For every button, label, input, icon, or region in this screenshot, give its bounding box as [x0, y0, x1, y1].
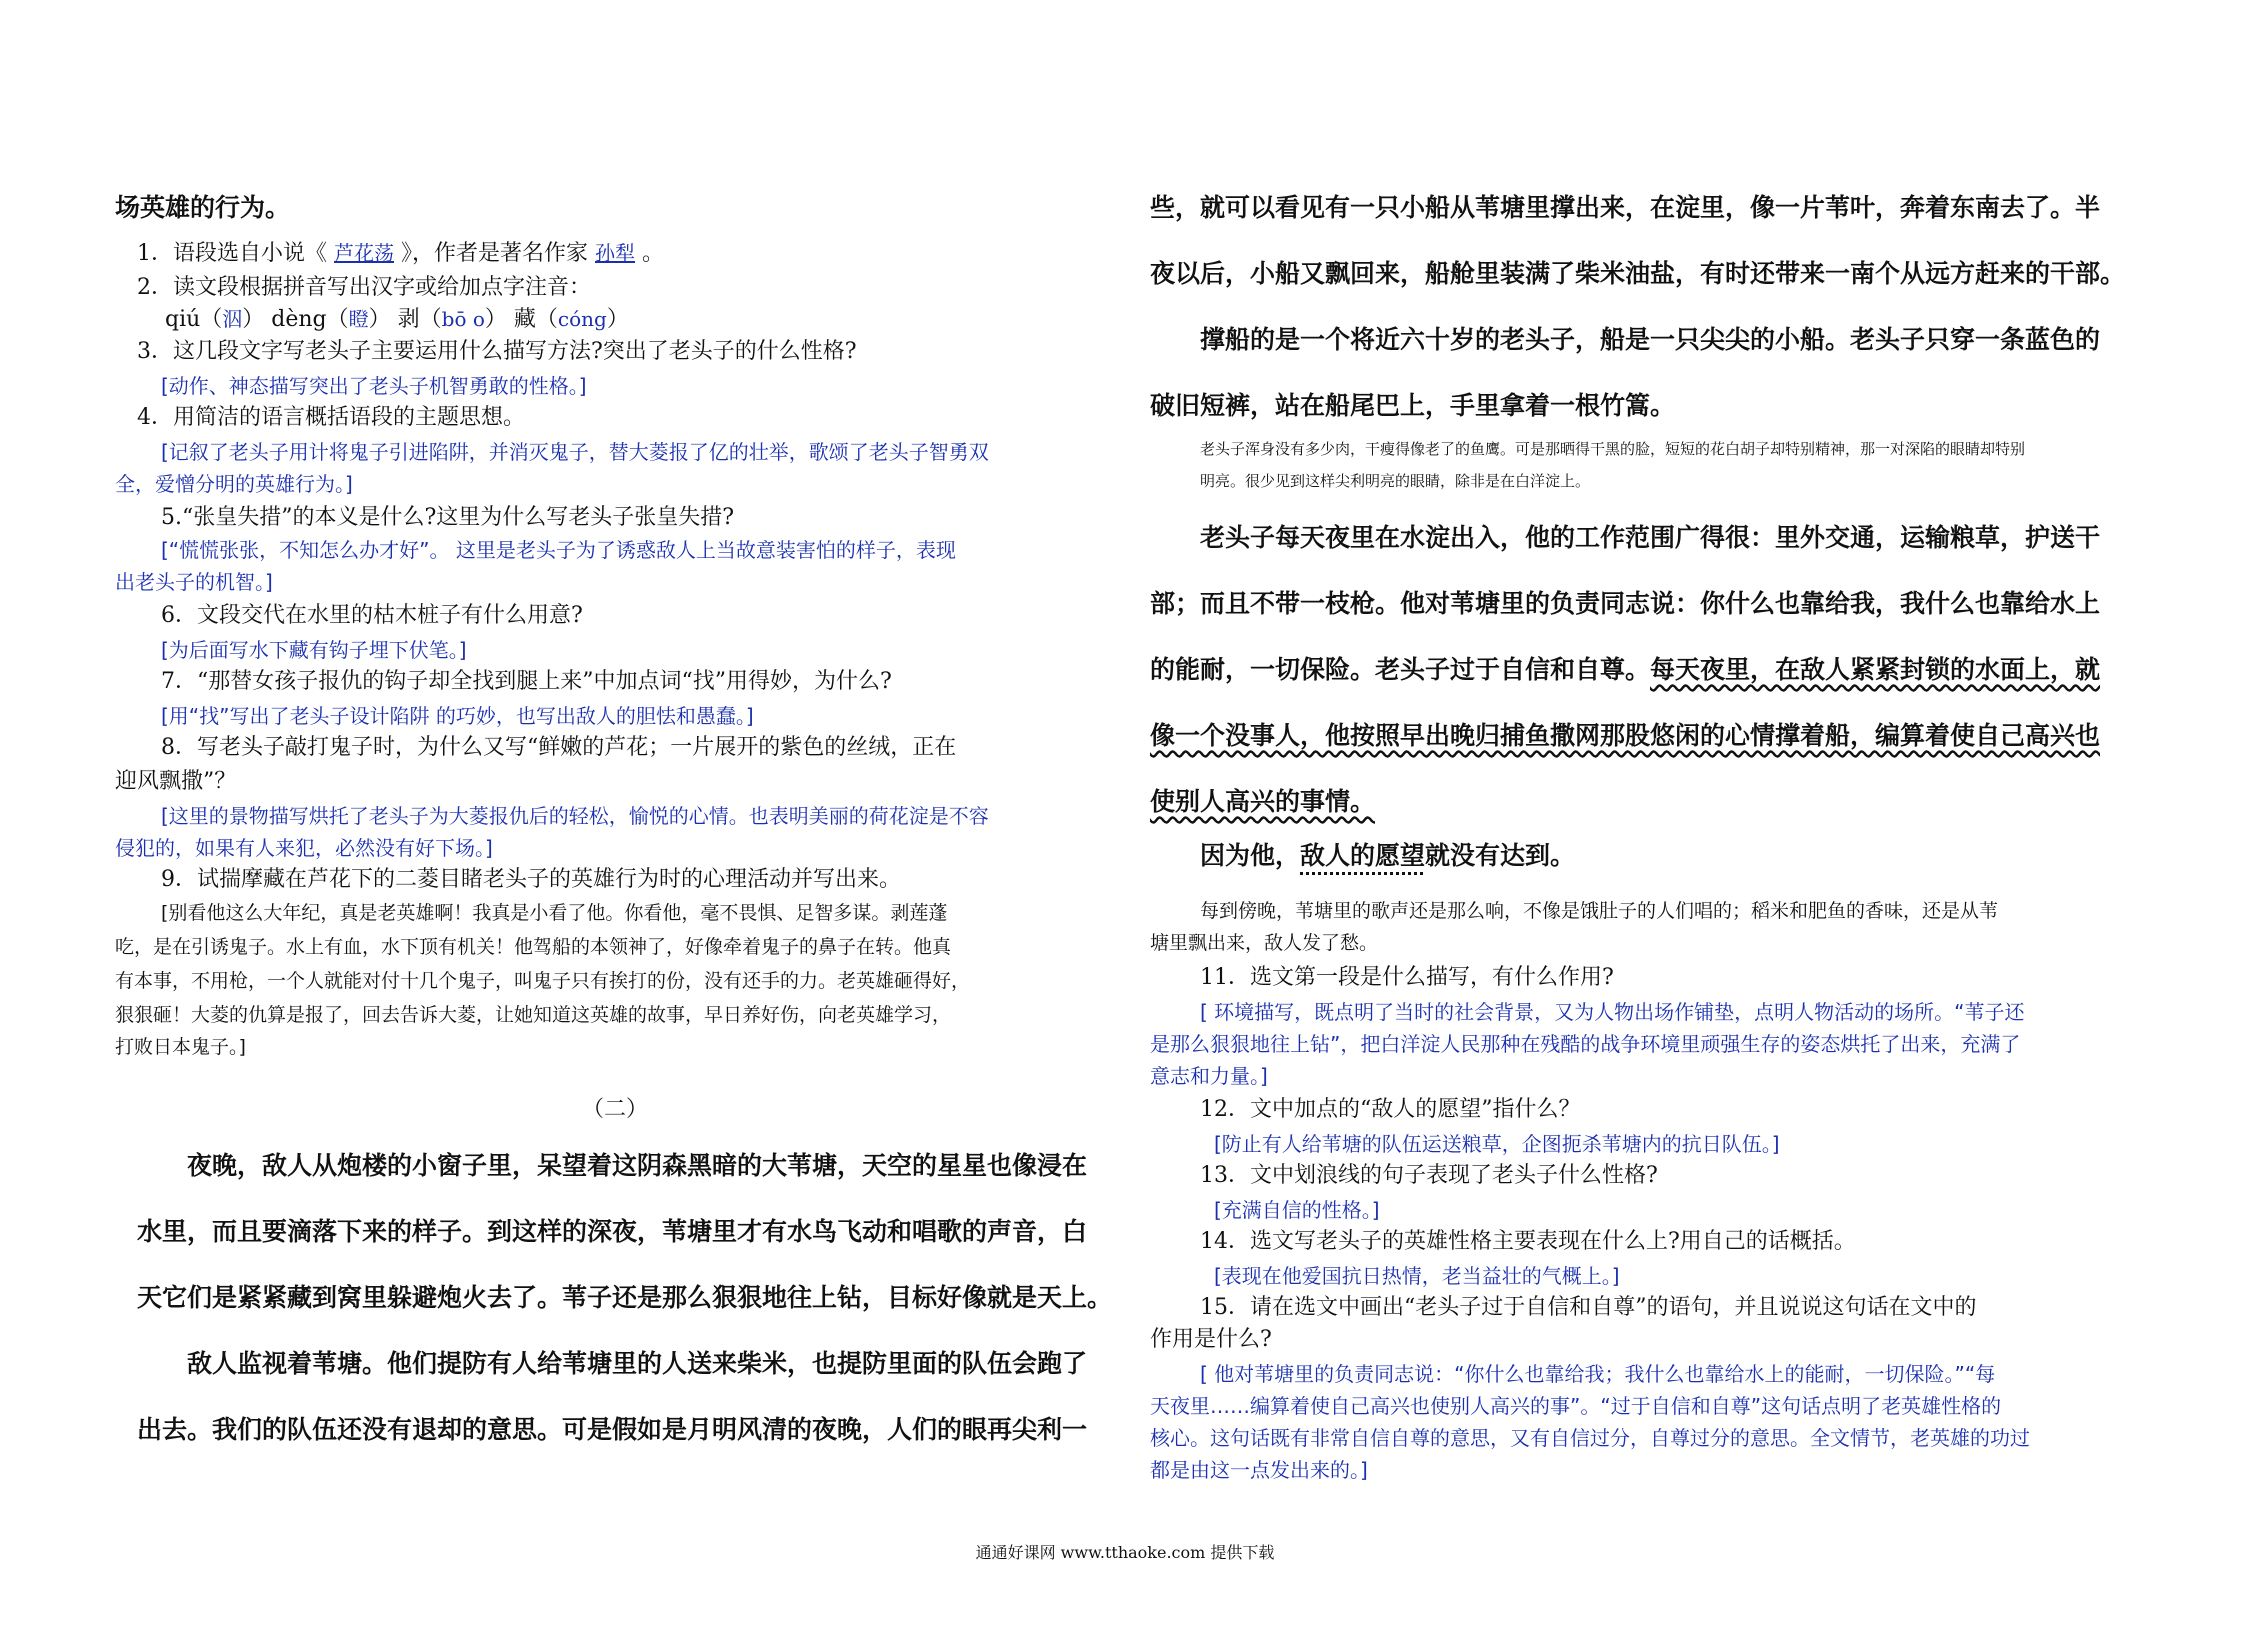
wavy-underlined-text: 使别人高兴的事情。: [1150, 787, 1376, 816]
answer-9-cont: 狠狠砸！大菱的仇算是报了，回去告诉大菱，让她知道这英雄的故事，早日养好伤，向老英雄学习，: [115, 1004, 952, 1026]
question-1: [137, 236, 664, 267]
pinyin-4: ） 藏（: [484, 307, 558, 332]
question-6: 6．文段交代在水里的枯木桩子有什么用意?: [161, 603, 583, 628]
small-passage: 老头子浑身没有多少肉，干瘦得像老了的鱼鹰。可是那晒得干黑的脸，短短的花白胡子却特别精神，那一对深陷的眼睛却特别: [1200, 440, 2026, 458]
wavy-underlined-text: 像一个没事人，他按照早出晚归捕鱼撒网那股悠闲的心情撑着船，编算着使自己高兴也: [1150, 721, 2101, 750]
small-passage: 塘里飘出来，敌人发了愁。: [1150, 932, 1379, 954]
answer-pinyin-3: bō o: [441, 307, 485, 331]
passage-line: 撑船的是一个将近六十岁的老头子，船是一只尖尖的小船。老头子只穿一条蓝色的: [1200, 325, 2101, 354]
answer-8-cont: 侵犯的，如果有人来犯，必然没有好下场。]: [115, 836, 493, 860]
passage-text: 的能耐，一切保险。老头子过于自信和自尊。: [1150, 655, 1651, 684]
question-7: 7．“那替女孩子报仇的钩子却全找到腿上来”中加点词“找”用得妙，为什么?: [161, 669, 892, 694]
answer-13: [充满自信的性格。]: [1214, 1198, 1380, 1222]
answer-4-cont: 全，爱憎分明的英雄行为。]: [115, 472, 353, 496]
pinyin-line: [165, 302, 629, 333]
answer-11-cont: 意志和力量。]: [1150, 1064, 1268, 1088]
question-3: 3．这几段文字写老头子主要运用什么描写方法?突出了老头子的什么性格?: [137, 339, 857, 364]
answer-4: [记叙了老头子用计将鬼子引进陷阱，并消灭鬼子，替大菱报了亿的壮举，歌颂了老头子智勇双: [161, 440, 989, 464]
answer-9-cont: 打败日本鬼子。]: [115, 1036, 246, 1058]
small-passage: 明亮。很少见到这样尖利明亮的眼睛，除非是在白洋淀上。: [1200, 472, 1591, 490]
passage-line: 破旧短裤，站在船尾巴上，手里拿着一根竹篙。: [1150, 391, 1676, 420]
answer-book: 芦花荡: [334, 241, 394, 265]
wavy-underlined-text: 每天夜里，在敌人紧紧封锁的水面上，就: [1650, 655, 2101, 684]
q1-prefix: 1．语段选自小说《: [137, 241, 334, 266]
answer-11: [ 环境描写，既点明了当时的社会背景，又为人物出场作铺垫，点明人物活动的场所。“苇子还: [1200, 1000, 2025, 1024]
answer-hanzi-2: 瞪: [348, 307, 369, 331]
passage-line: 老头子每天夜里在水淀出入，他的工作范围广得很：里外交通，运输粮草，护送干: [1200, 523, 2101, 552]
passage-line: [1150, 650, 2100, 686]
passage-line: 夜以后，小船又飘回来，船舱里装满了柴米油盐，有时还带来一南个从远方赶来的干部。: [1150, 259, 2126, 288]
passage-line: 部；而且不带一枝枪。他对苇塘里的负责同志说：你什么也靠给我，我什么也靠给水上: [1150, 589, 2101, 618]
passage-line: 天它们是紧紧藏到窝里躲避炮火去了。苇子还是那么狠狠地往上钻，目标好像就是天上。: [137, 1283, 1113, 1312]
passage-line: 夜晚，敌人从炮楼的小窗子里，呆望着这阴森黑暗的大苇塘，天空的星星也像浸在: [187, 1151, 1088, 1180]
question-15-cont: 作用是什么?: [1150, 1327, 1272, 1352]
answer-3: [动作、神态描写突出了老头子机智勇敢的性格。]: [161, 374, 587, 398]
passage-text: 就没有达到。: [1425, 841, 1576, 870]
answer-11-cont: 是那么狠狠地往上钻”，把白洋淀人民那种在残酷的战争环境里顽强生存的姿态烘托了出来，充满了: [1150, 1032, 2021, 1056]
passage-line: 水里，而且要滴落下来的样子。到这样的深夜，苇塘里才有水鸟飞动和唱歌的声音，白: [137, 1217, 1088, 1246]
question-2: 2．读文段根据拼音写出汉字或给加点字注音：: [137, 275, 591, 300]
answer-6: [为后面写水下藏有钩子埋下伏笔。]: [161, 638, 467, 662]
section-heading: （二）: [581, 1097, 648, 1122]
question-14: 14．选文写老头子的英雄性格主要表现在什么上?用自己的话概括。: [1200, 1229, 1856, 1254]
pinyin-3: ） 剥（: [368, 307, 442, 332]
question-9: 9．试揣摩藏在芦花下的二菱目睹老头子的英雄行为时的心理活动并写出来。: [161, 867, 901, 892]
dotted-emphasis-text: 敌人的愿望: [1300, 841, 1426, 870]
passage-line: 些，就可以看见有一只小船从苇塘里撑出来，在淀里，像一片苇叶，奔着东南去了。半: [1150, 193, 2101, 222]
answer-14: [表现在他爱国抗日热情，老当益壮的气概上。]: [1214, 1264, 1620, 1288]
answer-9-cont: 吃，是在引诱鬼子。水上有血，水下顶有机关！他驾船的本领神了，好像牵着鬼子的鼻子在转。他真: [115, 936, 952, 958]
answer-15-cont: 都是由这一点发出来的。]: [1150, 1458, 1368, 1482]
answer-5: [“慌慌张张，不知怎么办才好”。 这里是老头子为了诱惑敌人上当故意装害怕的样子，表现: [161, 538, 956, 562]
answer-5-cont: 出老头子的机智。]: [115, 570, 273, 594]
answer-hanzi-1: 泅: [222, 307, 243, 331]
pinyin-1: qiú（: [165, 307, 223, 332]
question-8: 8．写老头子敲打鬼子时，为什么又写“鲜嫩的芦花；一片展开的紫色的丝绒，正在: [161, 735, 957, 760]
question-12: 12．文中加点的“敌人的愿望”指什么？: [1200, 1097, 1581, 1122]
small-passage: 每到傍晚，苇塘里的歌声还是那么响，不像是饿肚子的人们唱的；稻米和肥鱼的香味，还是从苇: [1200, 900, 1999, 922]
pinyin-5: ）: [606, 307, 629, 332]
passage-line: 敌人监视着苇塘。他们提防有人给苇塘里的人送来柴米，也提防里面的队伍会跑了: [187, 1349, 1088, 1378]
pinyin-2: ） dèng（: [242, 307, 349, 332]
answer-8: [这里的景物描写烘托了老头子为大菱报仇后的轻松，愉悦的心情。也表明美丽的荷花淀是不容: [161, 804, 989, 828]
answer-9-cont: 有本事，不用枪，一个人就能对付十几个鬼子，叫鬼子只有挨打的份，没有还手的力。老英雄砸得好，: [115, 970, 971, 992]
question-4: 4．用简洁的语言概括语段的主题思想。: [137, 405, 525, 430]
answer-7: [用“找”写出了老头子设计陷阱 的巧妙，也写出敌人的胆怯和愚蠢。]: [161, 704, 754, 728]
question-13: 13．文中划浪线的句子表现了老头子什么性格?: [1200, 1163, 1658, 1188]
passage-line: 出去。我们的队伍还没有退却的意思。可是假如是月明风清的夜晚，人们的眼再尖利一: [137, 1415, 1088, 1444]
question-11: 11．选文第一段是什么描写，有什么作用?: [1200, 965, 1614, 990]
answer-15: [ 他对苇塘里的负责同志说：“你什么也靠给我；我什么也靠给水上的能耐，一切保险。”“每: [1200, 1362, 1996, 1386]
page-footer: 通通好课网 www.tthaoke.com 提供下载: [975, 1543, 1275, 1562]
q1-middle: 》，作者是著名作家: [394, 241, 595, 266]
passage-text: 因为他，: [1200, 841, 1301, 870]
answer-9: [别看他这么大年纪，真是老英雄啊！我真是小看了他。你看他，毫不畏惧、足智多谋。剥莲蓬: [161, 902, 948, 924]
answer-author: 孙犁: [595, 241, 635, 265]
question-15: 15．请在选文中画出“老头子过于自信和自尊”的语句，并且说说这句话在文中的: [1200, 1295, 1977, 1320]
q1-end: 。: [635, 241, 664, 266]
answer-15-cont: 核心。这句话既有非常自信自尊的意思，又有自信过分，自尊过分的意思。全文情节，老英雄的功过: [1150, 1426, 2030, 1450]
text-line: 场英雄的行为。: [115, 193, 291, 222]
question-8-cont: 迎风飘撒”？: [115, 769, 237, 794]
question-5: 5.“张皇失措”的本义是什么?这里为什么写老头子张皇失措?: [161, 505, 735, 530]
answer-pinyin-4: cóng: [557, 307, 607, 331]
passage-line: [1200, 836, 1575, 872]
answer-15-cont: 天夜里……编算着使自己高兴也使别人高兴的事”。“过于自信和自尊”这句话点明了老英雄性格的: [1150, 1394, 2002, 1418]
answer-12: [防止有人给苇塘的队伍运送粮草，企图扼杀苇塘内的抗日队伍。]: [1214, 1132, 1780, 1156]
